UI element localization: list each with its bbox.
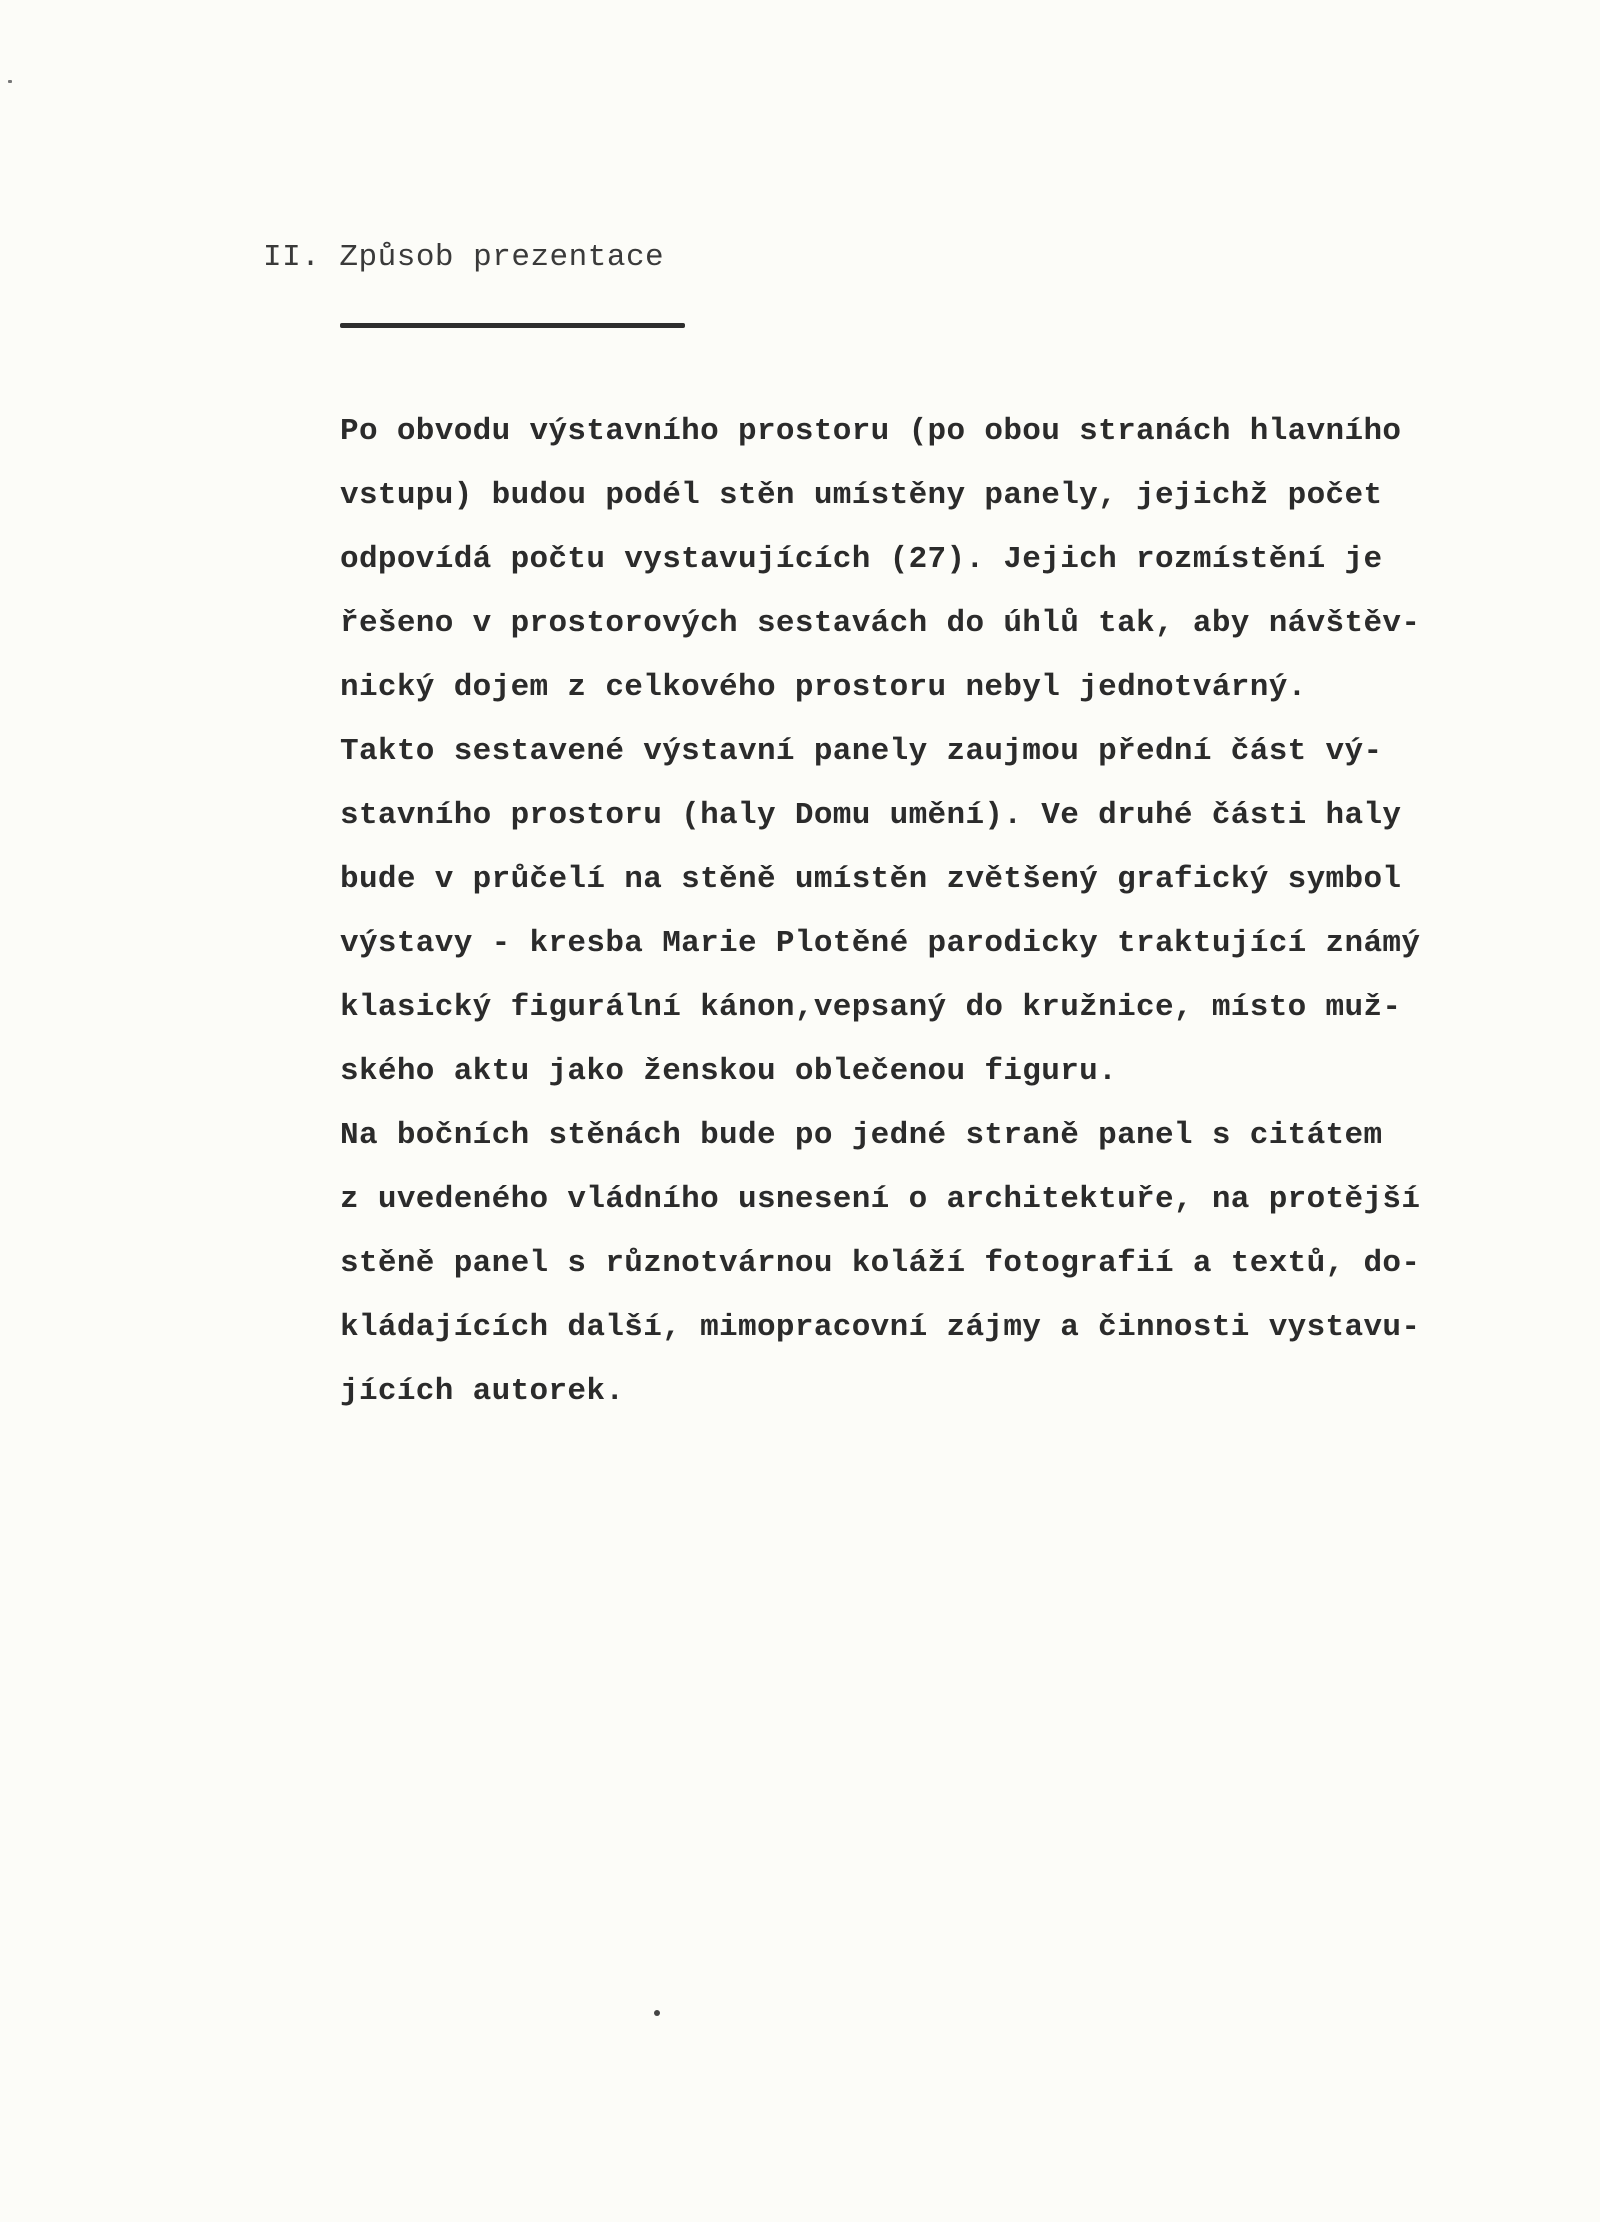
text-line: bude v průčelí na stěně umístěn zvětšený grafický symbol — [340, 862, 1402, 897]
body-paragraph — [340, 400, 1500, 1424]
text-line: nický dojem z celkového prostoru nebyl jednotvárný. — [340, 670, 1307, 705]
text-line: z uvedeného vládního usnesení o architektuře, na protější — [340, 1182, 1421, 1217]
text-line: výstavy - kresba Marie Plotěné parodicky traktující známý — [340, 926, 1421, 961]
text-line: kládajících další, mimopracovní zájmy a činnosti vystavu- — [340, 1310, 1421, 1345]
page-dot — [654, 2010, 660, 2016]
text-line: Takto sestavené výstavní panely zaujmou přední část vý- — [340, 734, 1383, 769]
text-line: stavního prostoru (haly Domu umění). Ve druhé části haly — [340, 798, 1402, 833]
text-line: ského aktu jako ženskou oblečenou figuru. — [340, 1054, 1118, 1089]
text-line: řešeno v prostorových sestavách do úhlů tak, aby návštěv- — [340, 606, 1421, 641]
paper-speck — [8, 80, 12, 83]
section-heading: II. Způsob prezentace — [263, 240, 665, 275]
text-line: jících autorek. — [340, 1374, 625, 1409]
text-line: Po obvodu výstavního prostoru (po obou stranách hlavního — [340, 414, 1402, 449]
text-line: Na bočních stěnách bude po jedné straně panel s citátem — [340, 1118, 1383, 1153]
text-line: stěně panel s různotvárnou koláží fotografií a textů, do- — [340, 1246, 1421, 1281]
text-line: vstupu) budou podél stěn umístěny panely, jejichž počet — [340, 478, 1383, 513]
text-line: odpovídá počtu vystavujících (27). Jejich rozmístění je — [340, 542, 1383, 577]
heading-underline — [340, 323, 685, 328]
text-line: klasický figurální kánon,vepsaný do kružnice, místo muž- — [340, 990, 1402, 1025]
